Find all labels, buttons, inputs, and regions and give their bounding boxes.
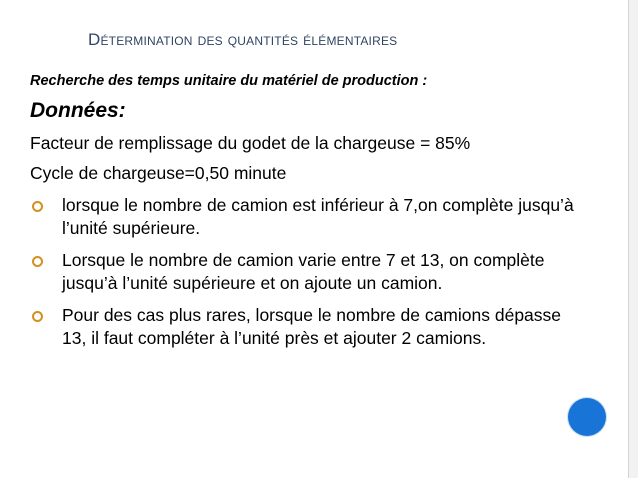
text-line-cycle: Cycle de chargeuse=0,50 minute [30, 163, 287, 183]
decorative-blue-circle [568, 398, 606, 436]
bullet-text: Lorsque le nombre de camion varie entre 7 et 13, on complète jusqu’à l’unité supérieure et on ajoute un camion. [62, 250, 545, 293]
slide-title: Détermination des quantités élémentaires [88, 30, 398, 49]
bullet-item [30, 304, 590, 350]
circle-bullet-icon [32, 201, 43, 212]
donnees-heading: Données: [30, 99, 126, 122]
bullet-item [30, 194, 590, 240]
slide-right-border [628, 0, 638, 478]
bullet-text: Pour des cas plus rares, lorsque le nombre de camions dépasse 13, il faut compléter à l’unité près et ajouter 2 camions. [62, 305, 562, 348]
circle-bullet-icon [32, 311, 43, 322]
circle-bullet-icon [32, 256, 43, 267]
bullet-list [30, 194, 590, 359]
slide-subtitle: Recherche des temps unitaire du matériel de production : [30, 73, 428, 89]
bullet-text: lorsque le nombre de camion est inférieur à 7,on complète jusqu’à l’unité supérieure. [62, 195, 574, 238]
bullet-item [30, 249, 590, 295]
text-line-fill-factor: Facteur de remplissage du godet de la chargeuse = 85% [30, 133, 471, 153]
